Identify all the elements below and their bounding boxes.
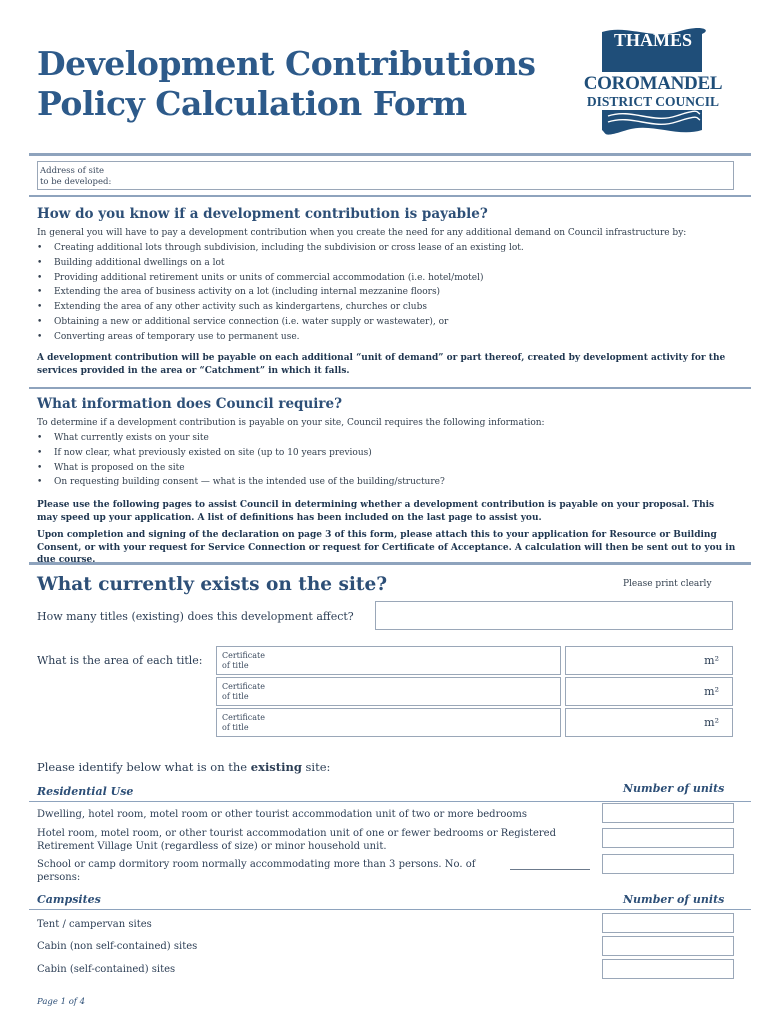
title-area-input[interactable] [565,677,733,706]
list-item: • What is proposed on the site [37,461,737,476]
units-input[interactable] [602,854,734,874]
residential-use-heading: Residential Use [37,785,134,798]
units-input[interactable] [602,913,734,933]
section1-note: A development contribution will be payable on each additional “unit of demand” or part thereof, created by development activity for the services provided in the area or “Catchment” in which it falls. [37,353,726,376]
section2-note1: Please use the following pages to assist Council in determining whether a development contribution is payable on your proposal. This may speed up your application. A list of definitions has been included on the last page to assist you. [37,500,715,523]
campsites-heading: Campsites [37,893,101,906]
list-item: • Extending the area of business activity on a lot (including internal mezzanine floors) [37,285,737,300]
form-title [37,44,535,124]
section-heading-payable: How do you know if a development contribution is payable? [37,206,488,222]
form-title-line1: Development Contributions [37,44,536,83]
list-item: • If now clear, what previously existed on site (up to 10 years previous) [37,446,737,461]
unit-label: m² [704,654,719,667]
logo-line1: THAMES [613,30,692,50]
units-column-header: Number of units [623,782,725,795]
section-divider [29,195,751,197]
units-input[interactable] [602,828,734,848]
campsite-row-label: Cabin (non self-contained) sites [37,941,198,952]
print-clearly-note: Please print clearly [623,579,712,589]
list-item: • Building additional dwellings on a lot [37,256,737,271]
list-item: • Obtaining a new or additional service connection (i.e. water supply or wastewater), or [37,315,737,330]
units-input[interactable] [602,936,734,956]
list-item: • Extending the area of any other activity such as kindergartens, churches or clubs [37,300,737,315]
section1-intro: In general you will have to pay a development contribution when you create the need for any additional demand on Council infrastructure by: [37,228,687,238]
section2-bullet-list [37,431,737,490]
units-column-header: Number of units [623,893,725,906]
certificate-of-title-field[interactable]: Certificate of title [216,646,561,675]
site-address-field[interactable] [37,161,734,190]
section-divider [29,562,751,565]
header-divider [29,153,751,156]
list-item: • Creating additional lots through subdivision, including the subdivision or cross lease of an existing lot. [37,241,737,256]
certificate-of-title-field[interactable]: Certificate of title [216,708,561,737]
list-item: • What currently exists on your site [37,431,737,446]
certificate-of-title-field[interactable]: Certificate of title [216,677,561,706]
unit-label: m² [704,716,719,729]
form-title-line2: Policy Calculation Form [37,84,467,123]
list-item: • Converting areas of temporary use to permanent use. [37,330,737,345]
campsite-row-label: Cabin (self-contained) sites [37,964,176,975]
residential-row-label: Hotel room, motel room, or other tourist accommodation unit of one or fewer bedrooms or Registered Retirement Village Unit (regardless of size) or minor household unit. [37,828,557,852]
section2-note2: Upon completion and signing of the declaration on page 3 of this form, please attach this to your application for Resource or Building Consent, or with your request for Service Connection or request for Certificate of Acceptance. A calculation will then be sent out to you in due course. [37,530,736,565]
campsite-row-label: Tent / campervan sites [37,919,152,930]
section-divider [29,801,751,802]
section1-bullet-list [37,241,737,345]
unit-label: m² [704,685,719,698]
list-item: • Providing additional retirement units or units of commercial accommodation (i.e. hotel/motel) [37,271,737,286]
residential-row-label: Dwelling, hotel room, motel room or other tourist accommodation unit of two or more bedrooms [37,809,528,820]
persons-count-input[interactable] [510,869,590,870]
area-question: What is the area of each title: [37,654,203,667]
logo-line2: COROMANDEL [583,73,723,94]
page-number: Page 1 of 4 [37,997,86,1007]
logo-line3: DISTRICT COUNCIL [586,94,720,109]
title-area-input[interactable] [565,646,733,675]
section-heading-information: What information does Council require? [37,396,343,412]
units-input[interactable] [602,959,734,979]
identify-existing-prompt: Please identify below what is on the existing site: [37,760,331,774]
section2-intro: To determine if a development contribution is payable on your site, Council requires the following information: [37,418,545,428]
units-input[interactable] [602,803,734,823]
title-area-input[interactable] [565,708,733,737]
site-address-label: Address of site to be developed: [40,166,112,187]
section-divider [29,909,751,910]
list-item: • On requesting building consent — what is the intended use of the building/structure? [37,475,737,490]
residential-row-label: School or camp dormitory room normally accommodating more than 3 persons. No. of persons: [37,859,476,883]
section-divider [29,387,751,389]
council-logo [572,26,734,138]
titles-question: How many titles (existing) does this development affect? [37,610,354,623]
titles-count-input[interactable] [375,601,733,630]
section-heading-existing: What currently exists on the site? [37,574,388,595]
